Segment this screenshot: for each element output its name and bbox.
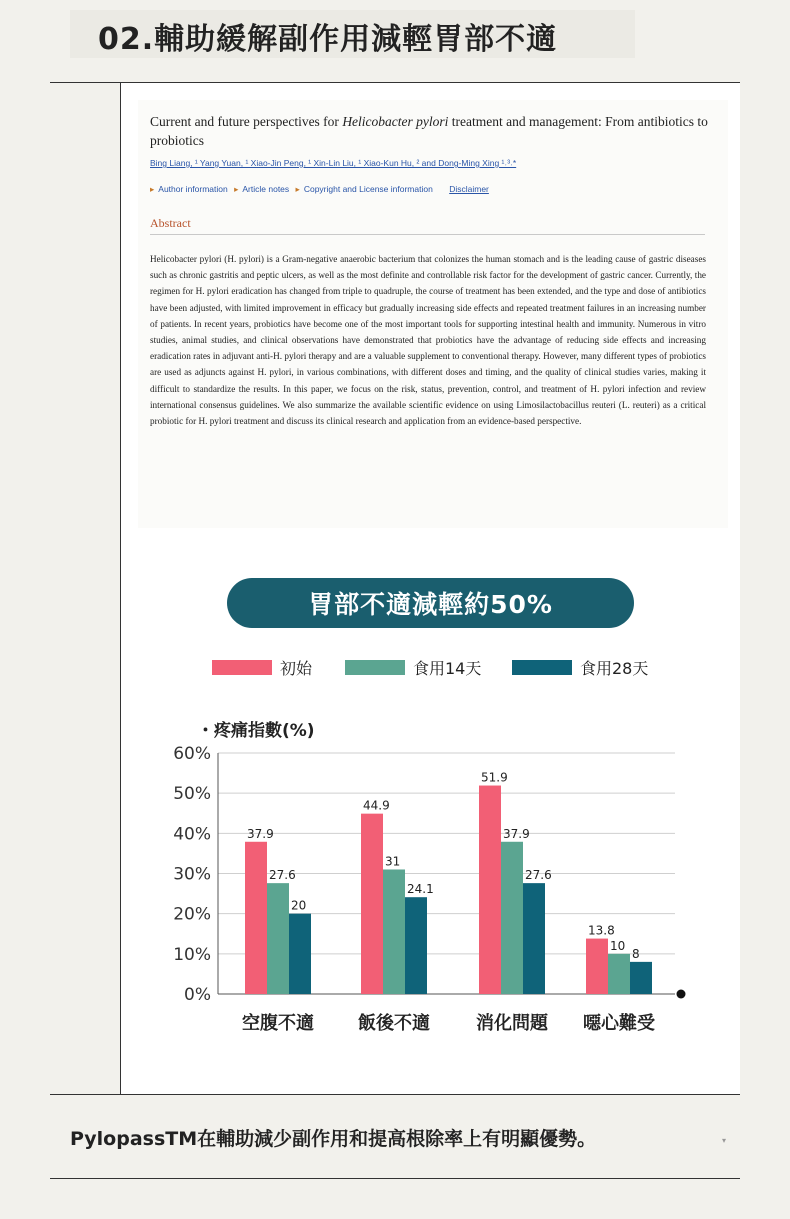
paper-title-suffix: treatment and management: From antibiotics to probiotics [150,114,708,148]
y-tick-label: 40% [173,824,211,845]
legend-label-14days: 食用14天 [413,658,482,678]
y-tick-label: 50% [173,784,211,805]
abstract-label: Abstract [150,216,191,230]
y-tick-label: 10% [173,944,211,965]
bar [608,954,630,994]
triangle-icon: ▸ [234,184,239,194]
bar-value-label: 8 [632,946,640,961]
paper-authors[interactable]: Bing Liang, ¹ Yang Yuan, ¹ Xiao-Jin Peng, ¹ Xin-Lin Liu, ¹ Xiao-Kun Hu, ² and Dong-Ming Xing ¹˒³˒* [150,158,517,168]
footer-bottom-divider [50,1178,740,1179]
x-category-label: 飯後不適 [358,1013,430,1034]
x-category-label: 空腹不適 [242,1013,314,1034]
article-notes-link[interactable]: Article notes [242,184,290,194]
legend-label-initial: 初始 [280,658,313,678]
bar-value-label: 24.1 [407,882,434,897]
disclaimer-link[interactable]: Disclaimer [449,184,489,194]
bar-value-label: 37.9 [503,826,530,841]
triangle-icon: ▸ [150,184,155,194]
triangle-icon: ▸ [295,184,300,194]
bar [523,883,545,994]
bar-value-label: 31 [385,854,401,869]
bar-value-label: 51.9 [481,770,508,785]
footer-text: PylopassTM在輔助減少副作用和提高根除率上有明顯優勢。 [70,1128,597,1150]
bar-value-label: 10 [610,938,626,953]
bar [586,939,608,994]
bar [479,786,501,994]
bar-value-label: 27.6 [269,868,296,883]
bar-value-label: 20 [291,898,307,913]
y-tick-label: 30% [173,864,211,885]
bar [405,897,427,994]
abstract-text: Helicobacter pylori (H. pylori) is a Gram-negative anaerobic bacterium that colonizes the human stomach and is the leading cause of gastric diseases such as chronic gastritis and peptic ulcers, as well as the most definite and controllable risk factor for the development of gastric cancer. Currently, the regimen for H. pylori eradication has changed from triple to quadruple, the course of treatment has been extended, and the type and dose of antibiotics have been adjusted, with limited improvement in efficacy but gradually increasing side effects and repeated treatment failures in an increasing number of patients. In recent years, probiotics have become one of the most important tools for supporting intestinal health and immunity. Numerous in vitro studies, animal studies, and clinical observations have demonstrated that probiotics have the advantage of reducing side effects and increasing eradication rates in adjuvant anti-H. pylori therapy and are a valuable supplement to conventional therapy. However, many different types of probiotics are used as adjuncts against H. pylori, in various combinations, with different doses and timing, and the quality of clinical studies varies, making it difficult to standardize the results. In this paper, we focus on the risk, status, prevention, control, and treatment of H. pylori infection and review international consensus guidelines. We also summarize the available scientific evidence on using Limosilactobacillus reuteri (L. reuteri) as a critical probiotic for H. pylori treatment and discuss its clinical research and application from an evidence-based perspective. [150,254,706,427]
bar [289,914,311,994]
author-info-link[interactable]: Author information [158,184,228,194]
bar-value-label: 44.9 [363,798,390,813]
copyright-link[interactable]: Copyright and License information [303,184,433,194]
bar-value-label: 37.9 [247,826,274,841]
x-category-label: 噁心難受 [583,1013,655,1034]
legend-label-28days: 食用28天 [580,658,649,678]
bar [501,842,523,994]
bar [630,962,652,994]
footer-mark: ▾ [722,1136,727,1145]
paper-title-prefix: Current and future perspectives for [150,114,343,129]
y-tick-label: 20% [173,904,211,925]
chart-y-label: ・疼痛指數(%) [197,721,315,741]
bar-value-label: 27.6 [525,868,552,883]
paper-title-italic: Helicobacter pylori [342,114,449,129]
bar [267,883,289,994]
y-tick-label: 60% [173,744,211,764]
bar [361,814,383,994]
footer-top-divider [50,1094,740,1095]
y-tick-label: 0% [184,985,211,1005]
chart-title-banner: 胃部不適減輕約50% [227,578,634,628]
x-category-label: 消化問題 [476,1013,548,1034]
bar [245,842,267,994]
bar-value-label: 13.8 [588,923,615,938]
axis-end-dot [677,990,686,999]
bar [383,869,405,994]
page-heading: 02.輔助緩解副作用減輕胃部不適 [98,22,558,57]
